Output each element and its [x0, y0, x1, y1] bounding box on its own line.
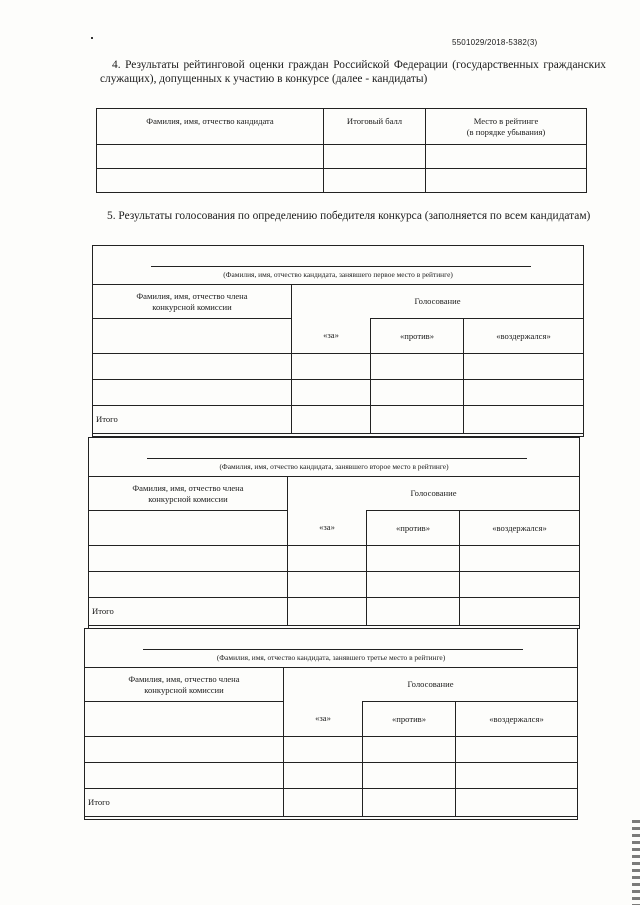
- scan-edge-artifact: [632, 820, 640, 905]
- vote-row: [85, 763, 578, 789]
- vote-row: [89, 546, 580, 572]
- col-member-name: Фамилия, имя, отчество члена конкурсной комиссии: [89, 477, 288, 511]
- vote-row: [89, 572, 580, 598]
- rating-table: [96, 108, 587, 193]
- vote-total-row: [89, 598, 580, 626]
- col-for: «за»: [292, 319, 371, 354]
- col-candidate-name: Фамилия, имя, отчество кандидата: [97, 109, 324, 145]
- vote-row: [85, 737, 578, 763]
- total-label: Итого: [85, 789, 284, 817]
- candidate-name-line: [151, 266, 531, 267]
- vote-row: [93, 380, 584, 406]
- col-abstained: «воздержался»: [464, 319, 584, 354]
- section-4-text: 4. Результаты рейтинговой оценки граждан Российской Федерации (государственных гражданских служащих), допущенных к участию в конкурсе (далее - кандидаты): [100, 59, 606, 85]
- vote-block-third: [84, 628, 578, 820]
- vote-row: [93, 354, 584, 380]
- vote-caption: (Фамилия, имя, отчество кандидата, занявшего третье место в рейтинге): [216, 653, 446, 662]
- col-voting: Голосование: [292, 285, 584, 319]
- vote-block-first: [92, 245, 584, 437]
- vote-total-row: [93, 406, 584, 434]
- section-4-heading: [100, 58, 606, 86]
- rating-header-row: [97, 109, 587, 145]
- vote-table: [92, 284, 584, 434]
- col-against: «против»: [371, 319, 464, 354]
- col-voting: Голосование: [284, 668, 578, 702]
- col-rating-place-line1: Место в рейтинге: [473, 115, 539, 126]
- col-against: «против»: [367, 511, 460, 546]
- vote-caption: (Фамилия, имя, отчество кандидата, занявшего второе место в рейтинге): [219, 462, 449, 471]
- col-final-score: Итоговый балл: [324, 109, 426, 145]
- candidate-name-line: [143, 649, 523, 650]
- col-voting: Голосование: [288, 477, 580, 511]
- col-member-name: Фамилия, имя, отчество члена конкурсной комиссии: [93, 285, 292, 319]
- vote-total-row: [85, 789, 578, 817]
- col-for: «за»: [288, 511, 367, 546]
- col-rating-place-line2: (в порядке убывания): [466, 126, 546, 137]
- vote-table: [84, 667, 578, 817]
- total-label: Итого: [89, 598, 288, 626]
- candidate-name-line: [147, 458, 527, 459]
- rating-row: [97, 145, 587, 169]
- section-5-heading: [95, 209, 601, 223]
- col-for: «за»: [284, 702, 363, 737]
- section-5-text: 5. Результаты голосования по определению победителя конкурса (заполняется по всем кандидатам): [107, 210, 591, 222]
- scan-speck: [91, 37, 93, 39]
- col-member-name: Фамилия, имя, отчество члена конкурсной комиссии: [85, 668, 284, 702]
- col-abstained: «воздержался»: [456, 702, 578, 737]
- col-abstained: «воздержался»: [460, 511, 580, 546]
- document-number: 5501029/2018-5382(3): [452, 38, 538, 47]
- col-against: «против»: [363, 702, 456, 737]
- vote-caption: (Фамилия, имя, отчество кандидата, занявшего первое место в рейтинге): [223, 270, 453, 279]
- col-rating-place: [426, 109, 587, 145]
- rating-row: [97, 169, 587, 193]
- vote-table: [88, 476, 580, 626]
- vote-block-second: [88, 437, 580, 629]
- total-label: Итого: [93, 406, 292, 434]
